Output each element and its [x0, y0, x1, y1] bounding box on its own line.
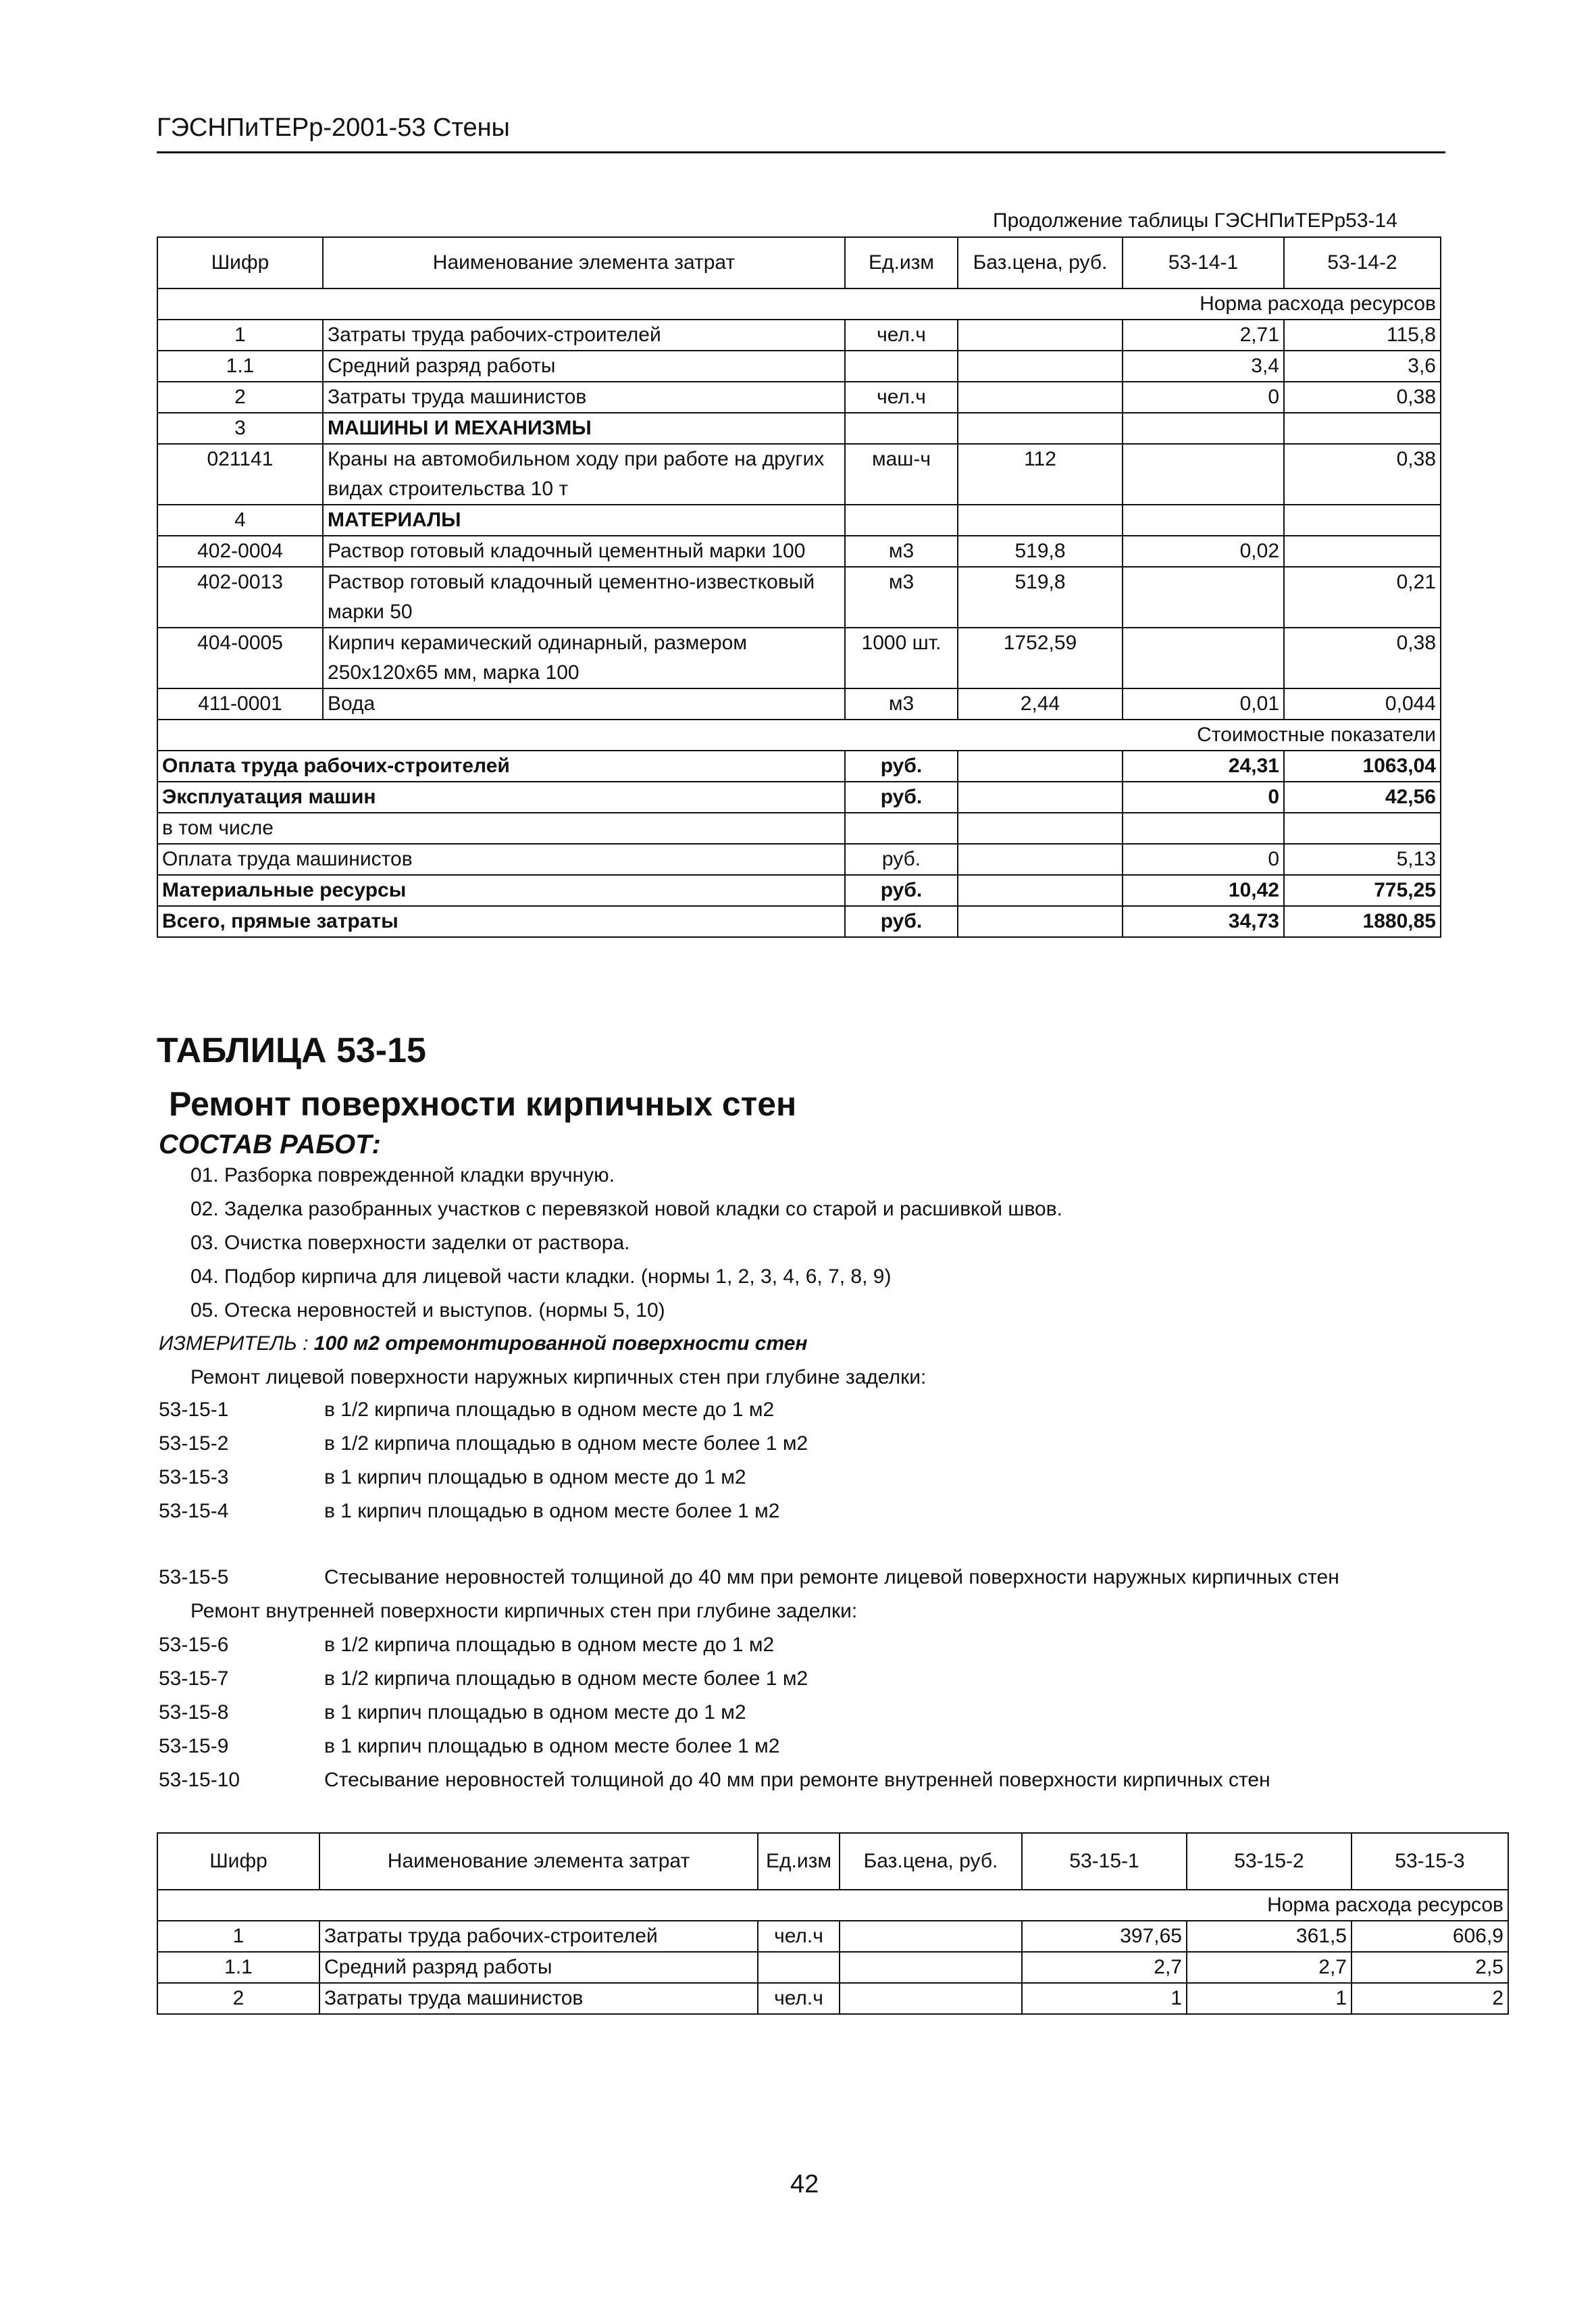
item-code: 53-15-1 [159, 1399, 229, 1421]
cell-unit: м3 [845, 536, 958, 567]
cell-value [1284, 413, 1441, 444]
cell-value [1123, 413, 1284, 444]
cell-unit: маш-ч [845, 444, 958, 505]
table-row [157, 505, 1441, 536]
item-text: в 1/2 кирпича площадью в одном месте более 1 м2 [324, 1432, 808, 1455]
item-text: в 1/2 кирпича площадью в одном месте более 1 м2 [324, 1667, 808, 1690]
item-code: 53-15-9 [159, 1735, 229, 1757]
cost-unit: руб. [845, 782, 958, 813]
cell-code: 402-0004 [157, 536, 323, 567]
col-header-name: Наименование элемента затрат [323, 237, 845, 288]
cell-code: 4 [157, 505, 323, 536]
cell-value: 0,21 [1284, 567, 1441, 628]
item-text: в 1 кирпич площадью в одном месте более 1 м2 [324, 1735, 780, 1757]
cell-value: 115,8 [1284, 320, 1441, 351]
item-text: в 1 кирпич площадью в одном месте до 1 м2 [324, 1701, 746, 1724]
table-row [157, 382, 1441, 413]
norm-label: Норма расхода ресурсов [157, 1890, 1508, 1921]
col-header-price: Баз.цена, руб. [840, 1833, 1022, 1890]
cost-unit: руб. [845, 906, 958, 937]
cell-value: 0,38 [1284, 628, 1441, 688]
cost-name: Эксплуатация машин [157, 782, 845, 813]
cell-value: 1 [1187, 1983, 1352, 2014]
cell-value: 0,044 [1284, 688, 1441, 720]
cost-value: 1063,04 [1284, 751, 1441, 782]
cell-code: 2 [157, 382, 323, 413]
col-header-price: Баз.цена, руб. [958, 237, 1123, 288]
cell-unit [758, 1952, 840, 1983]
item-text: в 1 кирпич площадью в одном месте более 1 м2 [324, 1500, 780, 1522]
item-code: 53-15-10 [159, 1769, 240, 1791]
cell-name: Вода [323, 688, 845, 720]
cell-price: 2,44 [958, 688, 1123, 720]
col-header-53-15-3: 53-15-3 [1352, 1833, 1508, 1890]
cost-unit [845, 813, 958, 844]
cost-name: Оплата труда машинистов [157, 844, 845, 875]
work-item: 05. Отеска неровностей и выступов. (нормы 5, 10) [190, 1299, 665, 1322]
cell-value: 0,38 [1284, 444, 1441, 505]
cell-price [958, 320, 1123, 351]
item-text: в 1 кирпич площадью в одном месте до 1 м2 [324, 1466, 746, 1488]
cell-price: 519,8 [958, 536, 1123, 567]
cell-unit: чел.ч [758, 1921, 840, 1952]
cell-price [840, 1983, 1022, 2014]
cost-value: 0 [1123, 782, 1284, 813]
table-row [157, 567, 1441, 628]
cost-label: Стоимостные показатели [157, 720, 1441, 751]
item-text: в 1/2 кирпича площадью в одном месте до 1 м2 [324, 1634, 775, 1656]
cell-name: Краны на автомобильном ходу при работе на других видах строительства 10 т [323, 444, 845, 505]
work-item: 04. Подбор кирпича для лицевой части кладки. (нормы 1, 2, 3, 4, 6, 7, 8, 9) [190, 1265, 892, 1288]
cell-code: 1.1 [157, 1952, 319, 1983]
work-item: 01. Разборка поврежденной кладки вручную. [190, 1164, 615, 1186]
cell-value: 397,65 [1022, 1921, 1187, 1952]
cell-unit [845, 505, 958, 536]
cost-row [157, 813, 1441, 844]
cost-row [157, 782, 1441, 813]
table-row [157, 1921, 1508, 1952]
cell-name: Средний разряд работы [323, 351, 845, 382]
table-row [157, 444, 1441, 505]
cell-unit: м3 [845, 567, 958, 628]
outer-intro: Ремонт лицевой поверхности наружных кирпичных стен при глубине заделки: [190, 1366, 927, 1388]
cost-name: Материальные ресурсы [157, 875, 845, 906]
cost-empty [958, 782, 1123, 813]
cell-value: 3,4 [1123, 351, 1284, 382]
cell-value: 2,7 [1187, 1952, 1352, 1983]
cell-unit: 1000 шт. [845, 628, 958, 688]
cell-value [1123, 505, 1284, 536]
cell-name: Затраты труда машинистов [319, 1983, 758, 2014]
cost-value [1123, 813, 1284, 844]
cell-price [840, 1921, 1022, 1952]
cell-name: Затраты труда рабочих-строителей [323, 320, 845, 351]
cell-code: 3 [157, 413, 323, 444]
cell-unit: м3 [845, 688, 958, 720]
page-number: 42 [790, 2170, 819, 2198]
cost-empty [958, 751, 1123, 782]
table-title: ТАБЛИЦА 53-15 [157, 1031, 426, 1070]
cell-name: Раствор готовый кладочный цементно-известковый марки 50 [323, 567, 845, 628]
cost-unit: руб. [845, 875, 958, 906]
cost-value: 10,42 [1123, 875, 1284, 906]
cost-value [1284, 813, 1441, 844]
col-header-53-14-1: 53-14-1 [1123, 237, 1284, 288]
cell-code: 404-0005 [157, 628, 323, 688]
cell-code: 1 [157, 320, 323, 351]
cell-unit [845, 351, 958, 382]
cell-unit: чел.ч [845, 382, 958, 413]
table-row [157, 1983, 1508, 2014]
cost-row [157, 875, 1441, 906]
cost-value: 775,25 [1284, 875, 1441, 906]
item-code: 53-15-2 [159, 1432, 229, 1455]
cost-value: 42,56 [1284, 782, 1441, 813]
cell-price [958, 413, 1123, 444]
cost-unit: руб. [845, 751, 958, 782]
cell-price [840, 1952, 1022, 1983]
item-text: Стесывание неровностей толщиной до 40 мм при ремонте лицевой поверхности наружных кирпичных стен [324, 1566, 1339, 1588]
resource-table-53-15 [157, 1832, 1509, 2015]
cell-code: 411-0001 [157, 688, 323, 720]
cost-empty [958, 906, 1123, 937]
cell-value: 0,01 [1123, 688, 1284, 720]
running-header: ГЭСНПиТЕРр-2001-53 Стены [157, 114, 510, 142]
col-header-53-15-1: 53-15-1 [1022, 1833, 1187, 1890]
cell-price [958, 505, 1123, 536]
cost-unit: руб. [845, 844, 958, 875]
item-text: Стесывание неровностей толщиной до 40 мм при ремонте внутренней поверхности кирпичных стен [324, 1769, 1270, 1791]
cost-empty [958, 875, 1123, 906]
table-row [157, 628, 1441, 688]
cell-unit: чел.ч [758, 1983, 840, 2014]
cell-value [1123, 567, 1284, 628]
cost-row [157, 751, 1441, 782]
work-item: 02. Заделка разобранных участков с перевязкой новой кладки со старой и расшивкой швов. [190, 1198, 1063, 1220]
col-header-code: Шифр [157, 237, 323, 288]
table-row [157, 688, 1441, 720]
item-text: в 1/2 кирпича площадью в одном месте до 1 м2 [324, 1399, 775, 1421]
col-header-unit: Ед.изм [758, 1833, 840, 1890]
cell-code: 402-0013 [157, 567, 323, 628]
cost-value: 24,31 [1123, 751, 1284, 782]
measurer-value: 100 м2 отремонтированной поверхности стен [313, 1332, 808, 1355]
cost-empty [958, 813, 1123, 844]
cell-unit [845, 413, 958, 444]
item-code: 53-15-8 [159, 1701, 229, 1724]
cell-code: 021141 [157, 444, 323, 505]
cost-value: 34,73 [1123, 906, 1284, 937]
cell-price: 112 [958, 444, 1123, 505]
cost-name: Оплата труда рабочих-строителей [157, 751, 845, 782]
item-code: 53-15-6 [159, 1634, 229, 1656]
cell-value [1123, 444, 1284, 505]
col-header-53-14-2: 53-14-2 [1284, 237, 1441, 288]
cell-name: МАШИНЫ И МЕХАНИЗМЫ [323, 413, 845, 444]
cell-value: 2,5 [1352, 1952, 1508, 1983]
col-header-name: Наименование элемента затрат [319, 1833, 758, 1890]
cell-value: 3,6 [1284, 351, 1441, 382]
cell-value: 0,38 [1284, 382, 1441, 413]
measurer [159, 1332, 808, 1355]
cell-name: Затраты труда машинистов [323, 382, 845, 413]
table-row [157, 320, 1441, 351]
table-row [157, 351, 1441, 382]
cell-name: Кирпич керамический одинарный, размером 250х120х65 мм, марка 100 [323, 628, 845, 688]
col-header-53-15-2: 53-15-2 [1187, 1833, 1352, 1890]
cell-name: Раствор готовый кладочный цементный марки 100 [323, 536, 845, 567]
header-rule [157, 151, 1445, 153]
cost-value: 0 [1123, 844, 1284, 875]
cost-value: 5,13 [1284, 844, 1441, 875]
col-header-code: Шифр [157, 1833, 319, 1890]
cell-value: 361,5 [1187, 1921, 1352, 1952]
cost-name: Всего, прямые затраты [157, 906, 845, 937]
cost-name: в том числе [157, 813, 845, 844]
cell-code: 1 [157, 1921, 319, 1952]
item-code: 53-15-5 [159, 1566, 229, 1588]
cost-row [157, 906, 1441, 937]
cell-code: 2 [157, 1983, 319, 2014]
cell-value: 2,7 [1022, 1952, 1187, 1983]
section-subtitle: Ремонт поверхности кирпичных стен [169, 1085, 797, 1123]
cell-price: 519,8 [958, 567, 1123, 628]
cell-value: 1 [1022, 1983, 1187, 2014]
cell-value [1123, 628, 1284, 688]
cell-name: МАТЕРИАЛЫ [323, 505, 845, 536]
cell-value: 2,71 [1123, 320, 1284, 351]
resource-table-53-14 [157, 236, 1441, 938]
cost-value: 1880,85 [1284, 906, 1441, 937]
measurer-label: ИЗМЕРИТЕЛЬ : [159, 1332, 309, 1355]
cell-unit: чел.ч [845, 320, 958, 351]
cell-code: 1.1 [157, 351, 323, 382]
cell-value: 606,9 [1352, 1921, 1508, 1952]
item-code: 53-15-4 [159, 1500, 229, 1522]
table-row [157, 536, 1441, 567]
cell-name: Затраты труда рабочих-строителей [319, 1921, 758, 1952]
col-header-unit: Ед.изм [845, 237, 958, 288]
table-row [157, 413, 1441, 444]
cell-price [958, 351, 1123, 382]
cell-value [1284, 505, 1441, 536]
cost-row [157, 844, 1441, 875]
cost-empty [958, 844, 1123, 875]
inner-intro: Ремонт внутренней поверхности кирпичных стен при глубине заделки: [190, 1600, 858, 1622]
work-composition-heading: СОСТАВ РАБОТ: [159, 1130, 381, 1159]
item-code: 53-15-3 [159, 1466, 229, 1488]
cell-value [1284, 536, 1441, 567]
cell-value: 0 [1123, 382, 1284, 413]
norm-label: Норма расхода ресурсов [157, 288, 1441, 320]
cell-price: 1752,59 [958, 628, 1123, 688]
work-item: 03. Очистка поверхности заделки от раствора. [190, 1232, 630, 1254]
cell-price [958, 382, 1123, 413]
cell-value: 0,02 [1123, 536, 1284, 567]
item-code: 53-15-7 [159, 1667, 229, 1690]
table-row [157, 1952, 1508, 1983]
cell-name: Средний разряд работы [319, 1952, 758, 1983]
table-caption: Продолжение таблицы ГЭСНПиТЕРр53-14 [993, 209, 1397, 232]
cell-value: 2 [1352, 1983, 1508, 2014]
